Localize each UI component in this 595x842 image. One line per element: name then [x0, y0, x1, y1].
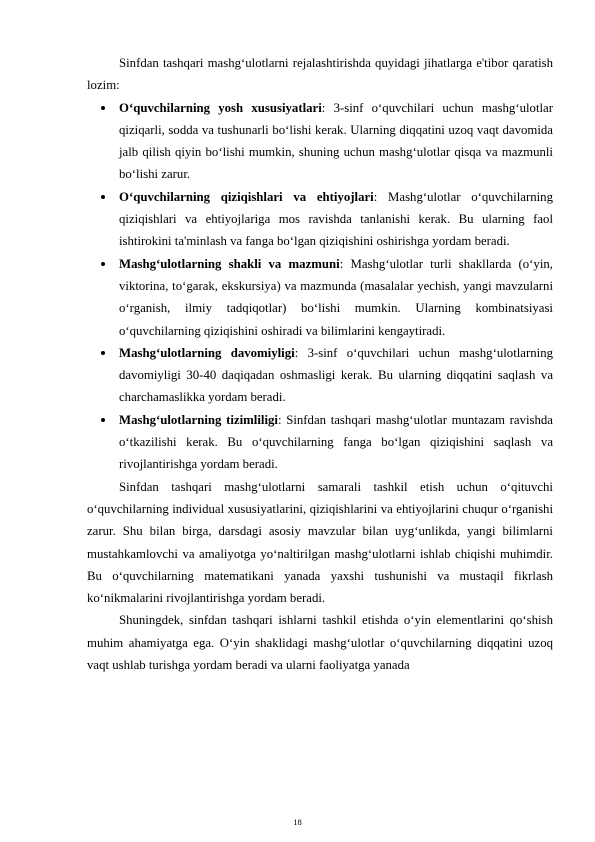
list-item-text: : Mashg‘ulotlar turli shakllarda (o‘yin, viktorina, to‘garak, ekskursiya) va mazmunda (masalalar yechish, yangi mavzularni o‘rganish, ilmiy tadqiqotlar) bo‘lishi mumkin. Ularning kombinatsiyasi o‘quvchilarning qiziqishini oshiradi va bilimlarini kengaytiradi. [119, 256, 553, 338]
body-paragraph: Sinfdan tashqari mashg‘ulotlarni samarali tashkil etish uchun o‘qituvchi o‘quvchilarning individual xususiyatlarini, qiziqishlarini va ehtiyojlarini chuqur o‘rganishi zarur. Shu bilan birga, darsdagi asosiy mavzular bilan uyg‘unlikda, yangi bilimlarni mustahkamlovchi va amaliyotga yo‘naltirilgan mashg‘ulotlarni ishlab chiqishi muhimdir. Bu o‘quvchilarning matematikani yanada yaxshi tushunishi va mustaqil fikrlash ko‘nikmalarini rivojlantirishga yordam beradi. [87, 479, 553, 606]
list-item [87, 253, 553, 342]
intro-paragraph: Sinfdan tashqari mashg‘ulotlarni rejalashtirishda quyidagi jihatlarga e'tibor qaratish lozim: [87, 56, 553, 93]
list-item-term: Mashg‘ulotlarning shakli va mazmuni [119, 256, 340, 271]
list-item [87, 186, 553, 253]
list-item-text: : 3-sinf o‘quvchilari uchun mashg‘ulotlar qiziqarli, sodda va tushunarli bo‘lishi kerak. Ularning diqqatini uzoq vaqt davomida jalb qilish qiyin bo‘lishi mumkin, shuning uchun mashg‘ulotlar qisqa va mazmunli bo‘lishi zarur. [119, 100, 553, 182]
bullet-icon [101, 195, 105, 199]
list-item-text: : 3-sinf o‘quvchilari uchun mashg‘ulotlarning davomiyligi 30-40 daqiqadan oshmasligi kerak. Bu ularning diqqatini saqlash va charchamaslikka yordam beradi. [119, 345, 554, 405]
page-number: 18 [293, 817, 302, 827]
bullet-icon [101, 106, 105, 110]
list-item-term: O‘quvchilarning yosh xususiyatlari [119, 100, 322, 115]
list-item-text: : Sinfdan tashqari mashg‘ulotlar muntazam ravishda o‘tkazilishi kerak. Bu o‘quvchilarning fanga bo‘lgan qiziqishini saqlash va rivojlantirishga yordam beradi. [119, 412, 553, 472]
list-item-text: : Mashg‘ulotlar o‘quvchilarning qiziqishlari va ehtiyojlariga mos ravishda tanlanishi kerak. Bu ularning faol ishtirokini ta'minlash va fanga bo‘lgan qiziqishini oshirishga yordam beradi. [119, 189, 553, 249]
list-item [87, 409, 553, 476]
list-item [87, 97, 553, 186]
list-item [87, 342, 553, 409]
list-item-term: O‘quvchilarning qiziqishlari va ehtiyojlari [119, 189, 374, 204]
bullet-icon [101, 418, 105, 422]
list-item-term: Mashg‘ulotlarning tizimliligi [119, 412, 278, 427]
bullet-icon [101, 351, 105, 355]
bullet-icon [101, 262, 105, 266]
body-paragraph: Shuningdek, sinfdan tashqari ishlarni tashkil etishda o‘yin elementlarini qo‘shish muhim ahamiyatga ega. O‘yin shaklidagi mashg‘ulotlar o‘quvchilarning diqqatini uzoq vaqt ushlab turishga yordam beradi va ularni faoliyatga yanada [87, 613, 553, 673]
requirements-list [87, 97, 553, 476]
document-body [87, 52, 553, 676]
list-item-term: Mashg‘ulotlarning davomiyligi [119, 345, 295, 360]
